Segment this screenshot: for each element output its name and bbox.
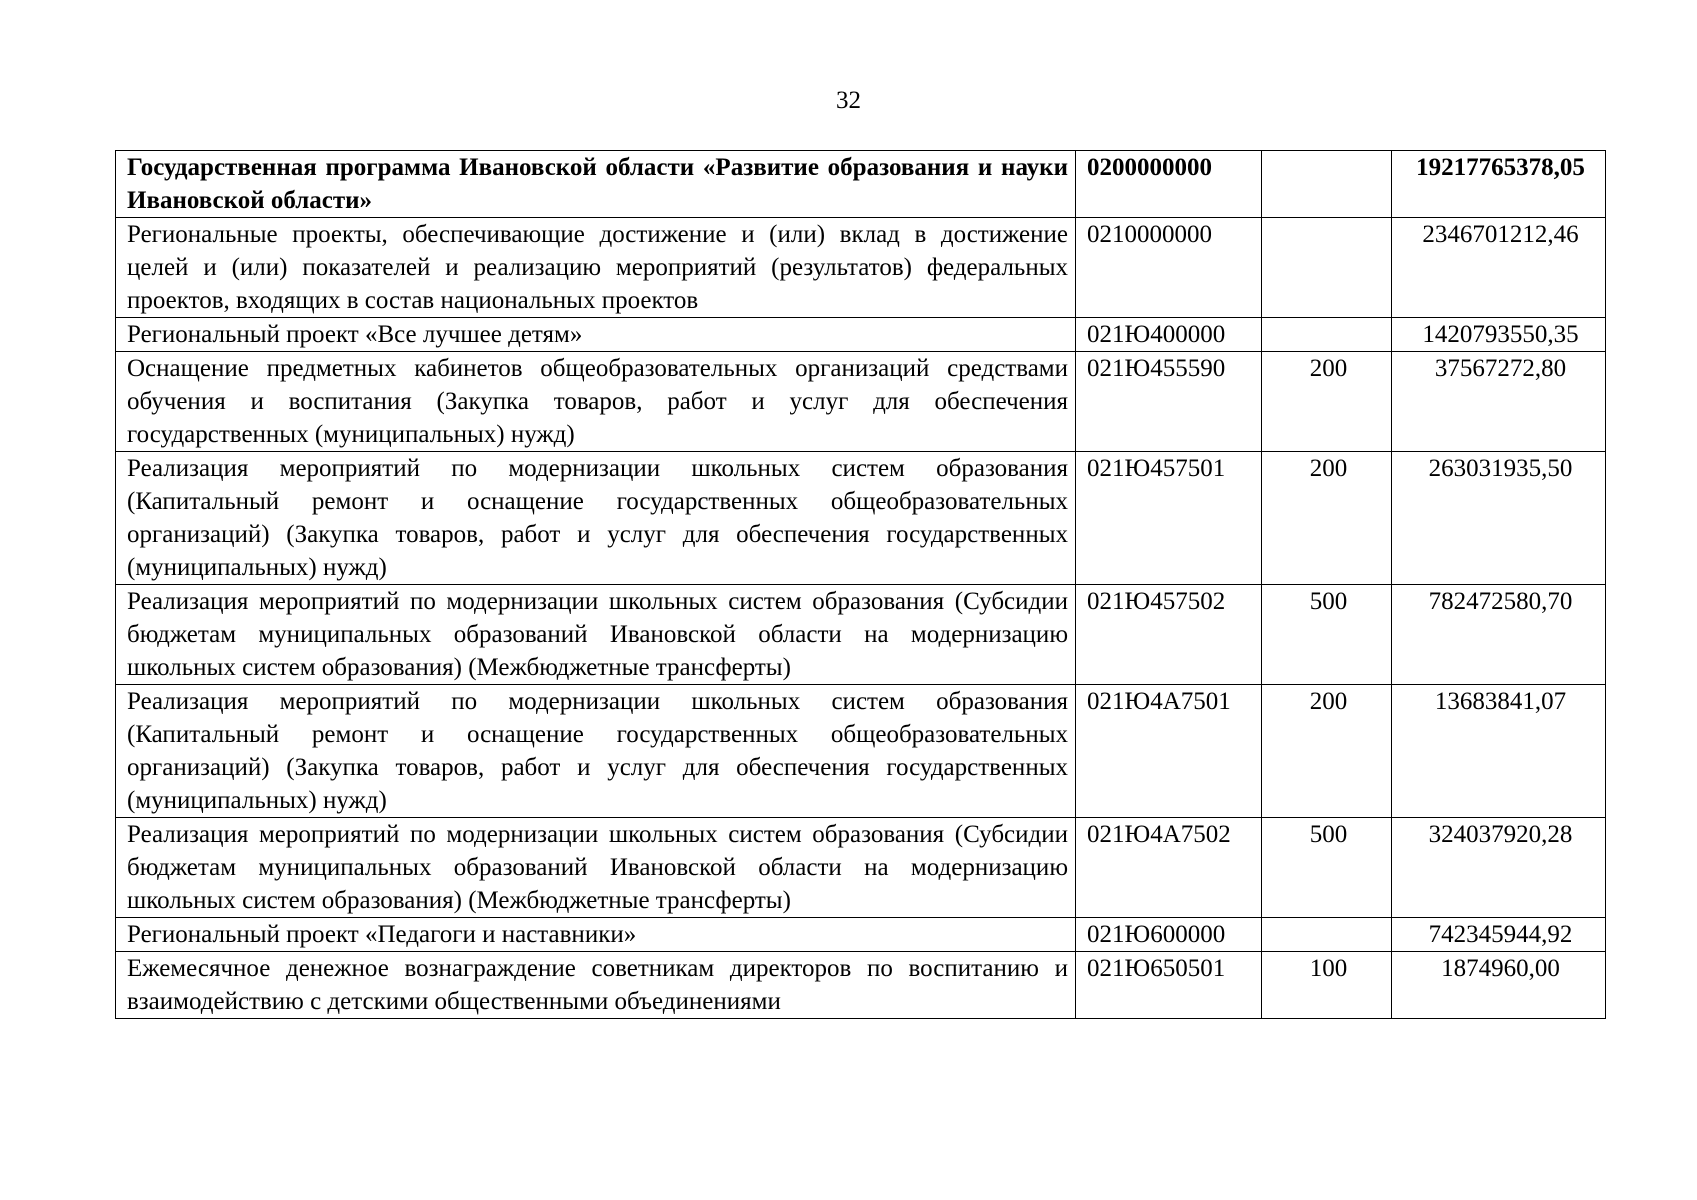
row-expense-type	[1262, 218, 1392, 318]
row-sum: 782472580,70	[1392, 585, 1606, 685]
row-sum: 742345944,92	[1392, 918, 1606, 952]
row-name: Реализация мероприятий по модернизации школьных систем образования (Капитальный ремонт и оснащение государственных общеобразовательных организаций) (Закупка товаров, работ и услуг для обеспечения государственных (муниципальных) нужд)	[116, 452, 1076, 585]
row-code: 021Ю4А7502	[1076, 818, 1262, 918]
table-row	[116, 218, 1606, 318]
table-row	[116, 952, 1606, 1019]
row-code: 0200000000	[1076, 151, 1262, 218]
row-expense-type: 500	[1262, 585, 1392, 685]
row-code: 021Ю4А7501	[1076, 685, 1262, 818]
row-sum: 1874960,00	[1392, 952, 1606, 1019]
row-name: Государственная программа Ивановской области «Развитие образования и науки Ивановской области»	[116, 151, 1076, 218]
table-row	[116, 818, 1606, 918]
row-sum: 19217765378,05	[1392, 151, 1606, 218]
table-row	[116, 151, 1606, 218]
row-sum: 37567272,80	[1392, 352, 1606, 452]
table-row	[116, 318, 1606, 352]
row-sum: 2346701212,46	[1392, 218, 1606, 318]
row-name: Реализация мероприятий по модернизации школьных систем образования (Субсидии бюджетам муниципальных образований Ивановской области на модернизацию школьных систем образования) (Межбюджетные трансферты)	[116, 818, 1076, 918]
row-code: 021Ю400000	[1076, 318, 1262, 352]
table-row	[116, 918, 1606, 952]
row-name: Реализация мероприятий по модернизации школьных систем образования (Капитальный ремонт и оснащение государственных общеобразовательных организаций) (Закупка товаров, работ и услуг для обеспечения государственных (муниципальных) нужд)	[116, 685, 1076, 818]
row-name: Оснащение предметных кабинетов общеобразовательных организаций средствами обучения и воспитания (Закупка товаров, работ и услуг для обеспечения государственных (муниципальных) нужд)	[116, 352, 1076, 452]
page-number: 32	[836, 87, 861, 114]
row-name: Региональный проект «Педагоги и наставники»	[116, 918, 1076, 952]
budget-table-body	[116, 151, 1606, 1019]
row-code: 021Ю457501	[1076, 452, 1262, 585]
row-code: 021Ю600000	[1076, 918, 1262, 952]
row-code: 021Ю650501	[1076, 952, 1262, 1019]
row-code: 021Ю455590	[1076, 352, 1262, 452]
row-expense-type: 200	[1262, 452, 1392, 585]
row-expense-type: 200	[1262, 352, 1392, 452]
row-sum: 13683841,07	[1392, 685, 1606, 818]
row-expense-type: 100	[1262, 952, 1392, 1019]
row-name: Региональный проект «Все лучшее детям»	[116, 318, 1076, 352]
row-expense-type	[1262, 918, 1392, 952]
table-row	[116, 685, 1606, 818]
row-code: 0210000000	[1076, 218, 1262, 318]
table-row	[116, 452, 1606, 585]
table-row	[116, 352, 1606, 452]
row-expense-type: 500	[1262, 818, 1392, 918]
row-expense-type	[1262, 318, 1392, 352]
row-expense-type	[1262, 151, 1392, 218]
row-name: Региональные проекты, обеспечивающие достижение и (или) вклад в достижение целей и (или) показателей и реализацию мероприятий (результатов) федеральных проектов, входящих в состав национальных проектов	[116, 218, 1076, 318]
row-expense-type: 200	[1262, 685, 1392, 818]
row-sum: 324037920,28	[1392, 818, 1606, 918]
row-name: Ежемесячное денежное вознаграждение советникам директоров по воспитанию и взаимодействию с детскими общественными объединениями	[116, 952, 1076, 1019]
row-code: 021Ю457502	[1076, 585, 1262, 685]
row-sum: 1420793550,35	[1392, 318, 1606, 352]
table-row	[116, 585, 1606, 685]
row-name: Реализация мероприятий по модернизации школьных систем образования (Субсидии бюджетам муниципальных образований Ивановской области на модернизацию школьных систем образования) (Межбюджетные трансферты)	[116, 585, 1076, 685]
row-sum: 263031935,50	[1392, 452, 1606, 585]
budget-table	[115, 150, 1606, 1019]
